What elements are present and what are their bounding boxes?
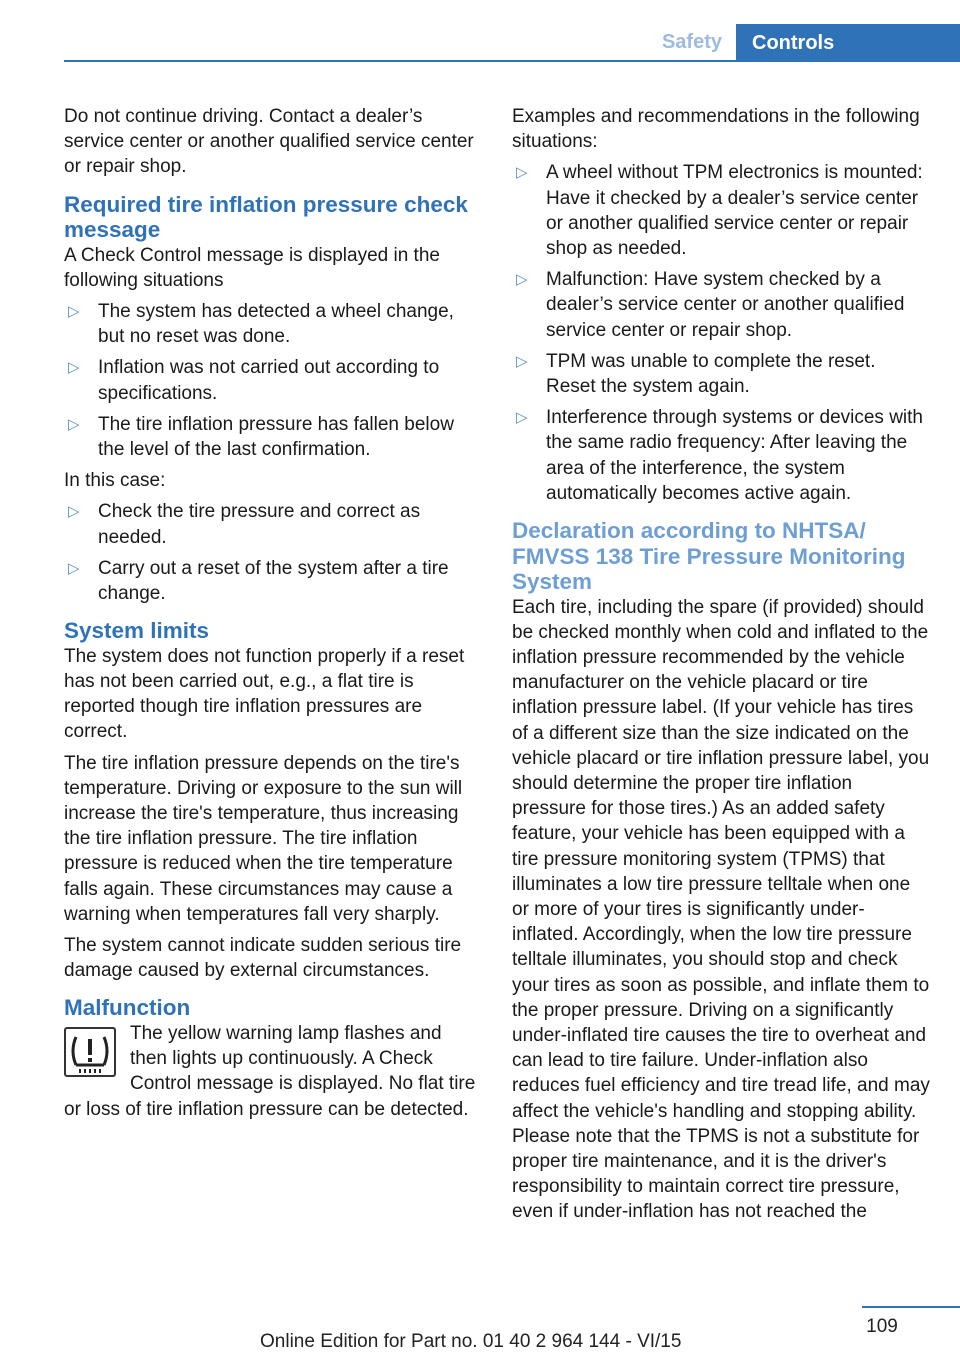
in-this-case: In this case: (64, 470, 166, 492)
required-text: A Check Control message is displayed in the following situations (64, 244, 440, 291)
list-item: ▷ The tire inflation pressure has fallen below the level of the last confirmation. (68, 413, 454, 461)
triangle-bullet-icon: ▷ (516, 409, 528, 427)
triangle-bullet-icon: ▷ (68, 559, 80, 577)
list-item: ▷ Check the tire pressure and correct as needed. (68, 501, 421, 548)
triangle-bullet-icon: ▷ (516, 164, 528, 182)
limits-paragraph-3: The system cannot indicate sudden serious tire damage caused by external circumstances. (64, 934, 462, 982)
tab-controls[interactable]: Controls (736, 24, 960, 62)
left-column (64, 104, 482, 1128)
edition-text: Online Edition for Part no. 01 40 2 964 144 - VI/15 (260, 1331, 682, 1352)
heading-declaration: Declaration according to NHTSA/ FMVSS 138 Tire Pressure Monitoring System (512, 518, 906, 595)
list-item: ▷ Carry out a reset of the system after a tire change. (68, 557, 449, 605)
malfunction-text: The yellow warning lamp flashes and then lights up continuously. A Check Control message is displayed. No flat tire or loss of tire inflation pressure can be detected. (64, 1022, 476, 1120)
list-item: ▷ TPM was unable to complete the reset. Reset the system again. (516, 350, 876, 398)
examples-intro: Examples and recommendations in the following situations: (512, 106, 920, 153)
situations-list (64, 299, 482, 462)
right-column (512, 104, 930, 1231)
list-item: ▷ A wheel without TPM electronics is mounted: Have it checked by a dealer’s service center or another qualified service center or repair shop as needed. (516, 162, 923, 260)
tab-safety[interactable]: Safety (661, 30, 722, 53)
list-item: ▷ The system has detected a wheel change, but no reset was done. (68, 301, 454, 348)
list-item: ▷ Inflation was not carried out according to specifications. (68, 357, 440, 404)
list-item: ▷ Interference through systems or devices with the same radio frequency: After leaving the area of the interference, the system automatically becomes active again. (516, 407, 924, 504)
intro-paragraph: Do not continue driving. Contact a dealer’s service center or another qualified service center or repair shop. (64, 106, 474, 178)
declaration-text: Each tire, including the spare (if provided) should be checked monthly when cold and inflated to the inflation pressure recommended by the vehicle manufacturer on the vehicle placard or tire inflation pressure label. (If your vehicle has tires of a different size than the size indicated on the vehicle placard or tire inflation pressure label, you should determine the proper tire inflation pressure for those tires.) As an added safety feature, your vehicle has been equipped with a tire pressure monitoring system (TPMS) that illuminates a low tire pressure telltale when one or more of your tires is significantly under-inflated. Accordingly, when the low tire pressure telltale illuminates, you should stop and check your tires as soon as possible, and inflate them to the proper pressure. Driving on a significantly under-inflated tire causes the tire to overheat and can lead to tire failure. Under-inflation also reduces fuel efficiency and tire tread life, and may affect the vehicle's handling and stopping ability. Please note that the TPMS is not a substitute for proper tire maintenance, and it is the driver's responsibility to maintain correct tire pressure, even if under-inflation has not reached the (512, 596, 930, 1223)
examples-list (512, 160, 930, 506)
heading-malfunction: Malfunction (64, 995, 191, 1021)
footer-rule (862, 1306, 960, 1308)
list-item: ▷ Malfunction: Have system checked by a dealer’s service center or another qualified service center or repair shop. (516, 269, 905, 341)
triangle-bullet-icon: ▷ (68, 503, 80, 521)
page-number: 109 (866, 1316, 898, 1337)
limits-paragraph-2: The tire inflation pressure depends on the tire's temperature. Driving or exposure to the sun will increase the tire's temperature, thus increasing the tire inflation pressure. The tire inflation pressure is reduced when the tire temperature falls again. These circumstances may cause a warning when temperatures fall very sharply. (64, 752, 463, 925)
malfunction-block (64, 1021, 482, 1122)
heading-system-limits: System limits (64, 618, 210, 644)
heading-required-check: Required tire inflation pressure check message (64, 191, 468, 243)
actions-list (64, 499, 482, 606)
triangle-bullet-icon: ▷ (68, 303, 80, 321)
triangle-bullet-icon: ▷ (516, 352, 528, 370)
triangle-bullet-icon: ▷ (516, 271, 528, 289)
triangle-bullet-icon: ▷ (68, 359, 80, 377)
tire-pressure-warning-icon (64, 1027, 116, 1077)
limits-paragraph-1: The system does not function properly if a reset has not been carried out, e.g., a flat tire is reported though tire inflation pressures are correct. (64, 645, 465, 743)
triangle-bullet-icon: ▷ (68, 415, 80, 433)
